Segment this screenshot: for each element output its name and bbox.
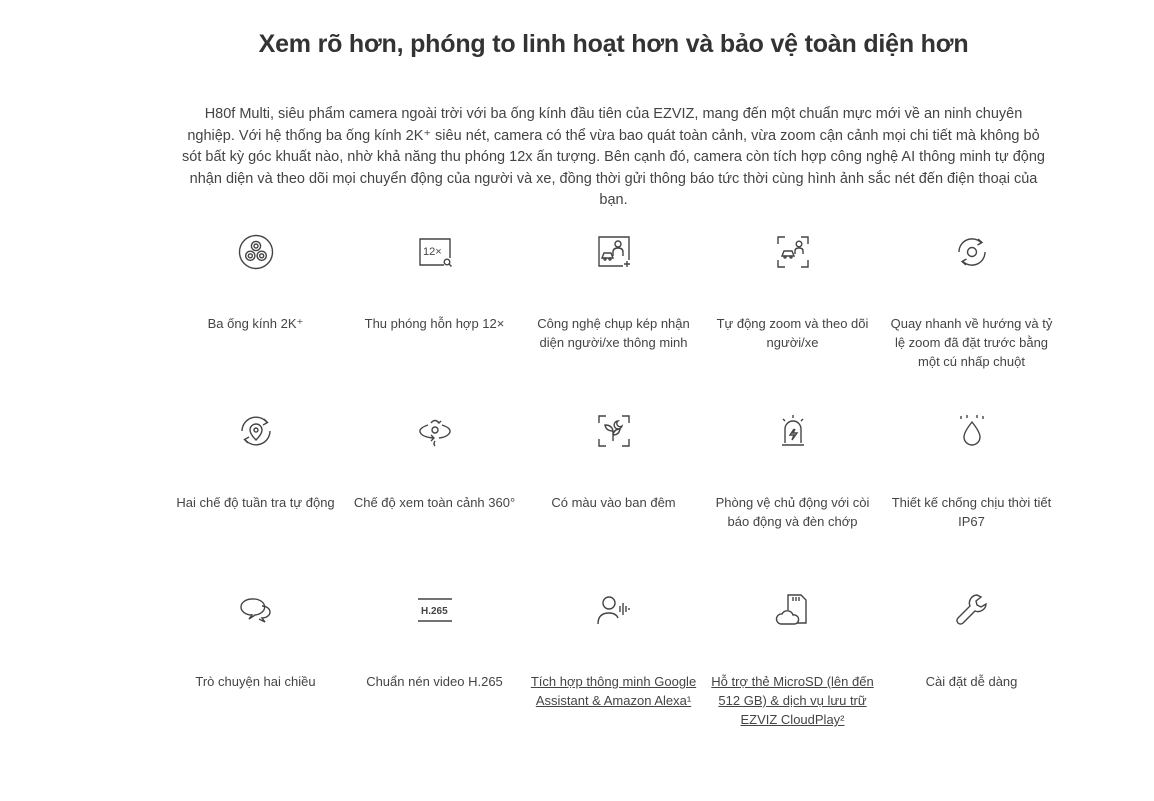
feature-label: Có màu vào ban đêm — [551, 495, 676, 510]
triple-lens-icon — [238, 234, 274, 270]
panorama-360-icon — [417, 413, 453, 449]
siren-alarm-icon — [775, 413, 811, 449]
feature-label: Trò chuyện hai chiều — [195, 674, 316, 689]
two-way-talk-icon — [238, 592, 274, 628]
feature-label: Tự động zoom và theo dõi người/xe — [716, 316, 869, 350]
feature-label: Thu phóng hỗn hợp 12× — [364, 316, 505, 331]
patrol-location-icon — [238, 413, 274, 449]
color-night-icon — [596, 413, 632, 449]
wrench-icon — [954, 592, 990, 628]
h265-text: H.265 — [421, 606, 448, 617]
feature-label: Quay nhanh về hướng và tỷ lệ zoom đã đặt trước bằng một cú nhấp chuột — [890, 316, 1053, 369]
person-vehicle-detect-icon — [596, 234, 632, 270]
feature-label: Chế độ xem toàn cảnh 360° — [353, 495, 516, 510]
feature-row — [166, 409, 1061, 588]
auto-zoom-track-icon — [775, 234, 811, 270]
water-drop-icon — [954, 413, 990, 449]
feature-label: Phòng vệ chủ động với còi báo động và đèn chớp — [715, 495, 870, 529]
voice-assistant-icon — [596, 592, 632, 628]
product-description: H80f Multi, siêu phẩm camera ngoài trời với ba ống kính đầu tiên của EZVIZ, mang đến một chuẩn mực mới về an ninh chuyên nghiệp. Với hệ thống ba ống kính 2K⁺ siêu nét, camera có thể vừa bao quát toàn cảnh, vừa zoom cận cảnh mọi chi tiết mà không bỏ sót bất kỳ góc khuất nào, nhờ khả năng thu phóng 12x ấn tượng. Bên cạnh đó, camera còn tích hợp công nghệ AI thông minh tự động nhận diện và theo dõi mọi chuyển động của người và xe, đồng thời gửi thông báo tức thời cùng hình ảnh sắc nét đến điện thoại của bạn. — [182, 106, 1045, 209]
feature-row — [166, 230, 1061, 409]
feature-label: Hai chế độ tuần tra tự động — [176, 495, 335, 510]
feature-grid — [166, 230, 1061, 767]
feature-row — [166, 588, 1061, 767]
voice-assistant-link[interactable]: Tích hợp thông minh Google Assistant & Amazon Alexa¹ — [530, 674, 697, 708]
rotate-preset-icon — [954, 234, 990, 270]
feature-label: Thiết kế chống chịu thời tiết IP67 — [891, 495, 1052, 529]
feature-label: Cài đặt dễ dàng — [925, 674, 1018, 689]
feature-label: Ba ống kính 2K⁺ — [207, 316, 304, 331]
zoom-12x-icon — [417, 234, 453, 270]
zoom-12x-text: 12× — [423, 246, 442, 258]
h265-icon — [417, 592, 453, 628]
page-title: Xem rõ hơn, phóng to linh hoạt hơn và bảo vệ toàn diện hơn — [258, 30, 969, 58]
sd-cloud-icon — [775, 592, 811, 628]
feature-label: Công nghệ chụp kép nhận diện người/xe thông minh — [537, 316, 690, 350]
feature-label: Chuẩn nén video H.265 — [366, 674, 503, 689]
sd-cloud-link[interactable]: Hỗ trợ thẻ MicroSD (lên đến 512 GB) & dịch vụ lưu trữ EZVIZ CloudPlay² — [711, 674, 874, 727]
